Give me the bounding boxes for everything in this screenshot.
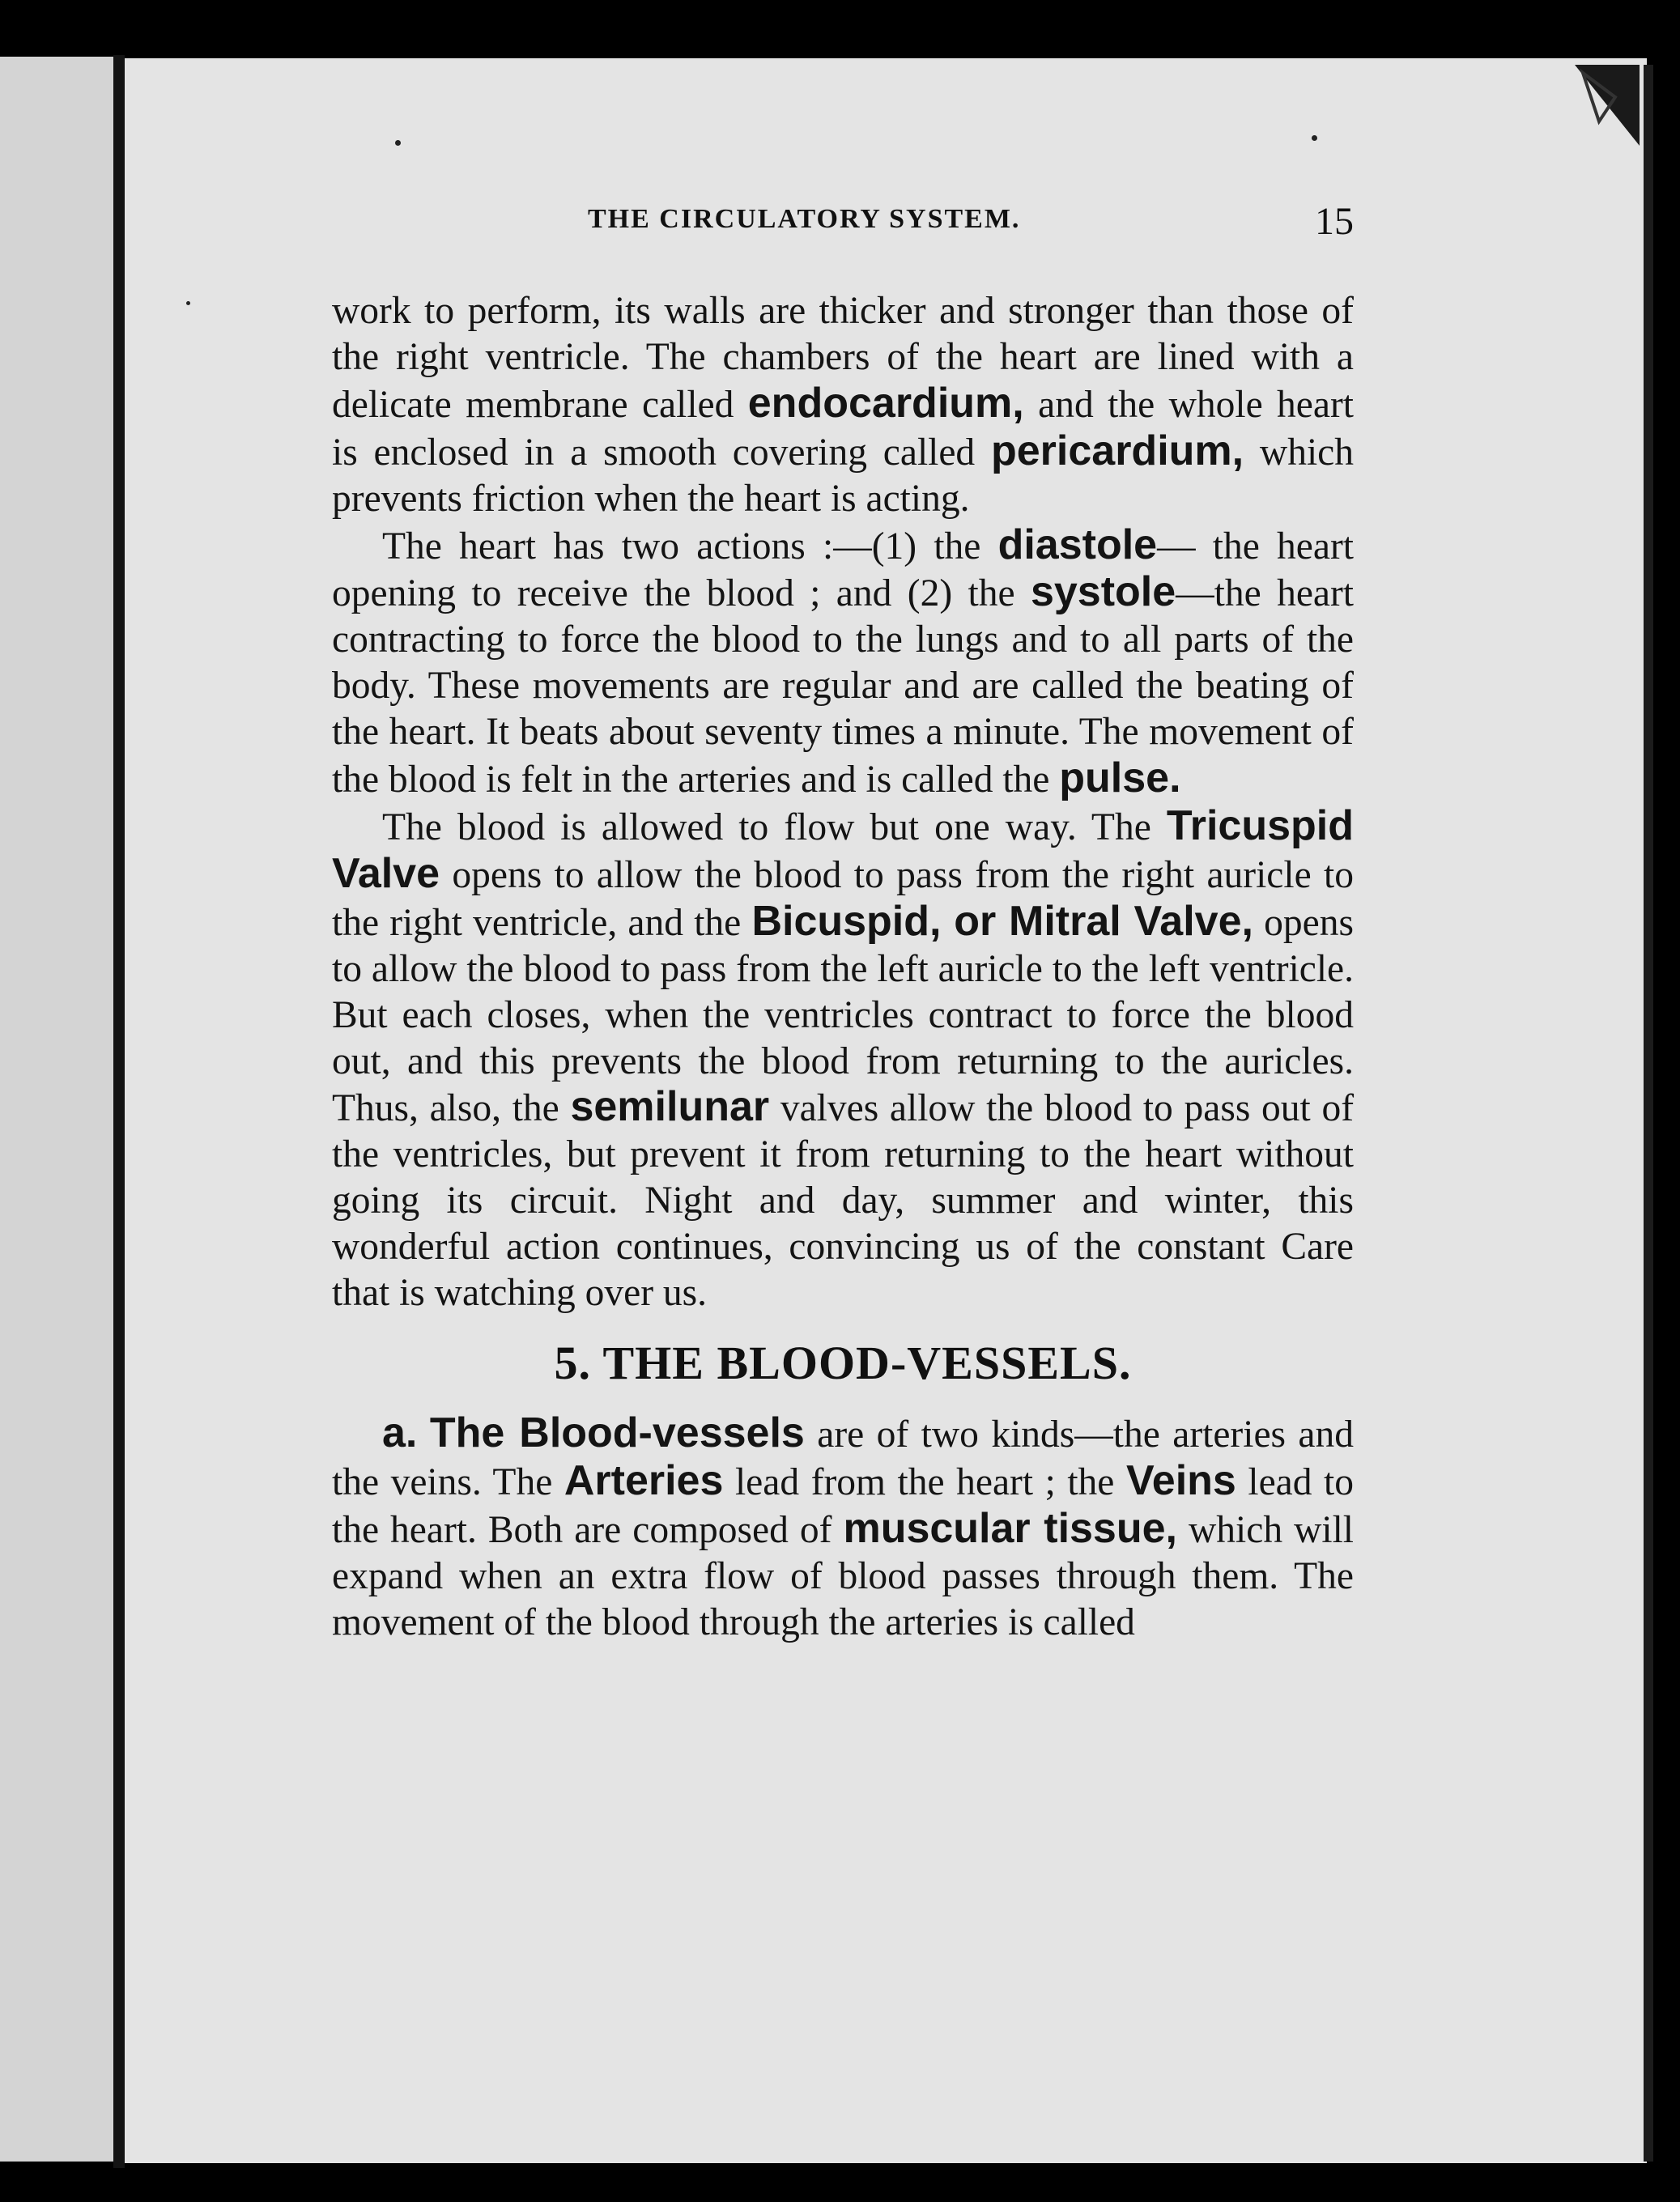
page-speck	[186, 301, 190, 305]
paragraph-valves	[332, 803, 1354, 1316]
paragraph-heart-walls	[332, 288, 1354, 522]
page-number: 15	[1315, 200, 1354, 243]
paragraph-text: The heart has two actions :—(1) the	[382, 525, 998, 568]
section-heading: 5. THE BLOOD-VESSELS.	[554, 1336, 1132, 1389]
page-corner-curl	[1567, 65, 1640, 146]
paragraph-text: opens to allow the blood to pass from the left auricle to the left ventricle. But each closes, when the ventricles contract to force the blood out, and this prevents the blood from returning to the auricles. Thus, also, the	[332, 901, 1354, 1130]
term-pulse: pulse.	[1059, 755, 1181, 802]
paragraph-text: opens to allow the blood to pass from the right auricle to the right ventricle, and the	[332, 853, 1354, 944]
paragraph-heart-actions	[332, 522, 1354, 803]
paragraph-text: work to perform, its walls are thicker and stronger than those of the right ventricle. The chambers of the heart are lined with a delicate membrane called	[332, 290, 1354, 426]
term-endocardium: endocardium,	[747, 379, 1024, 427]
term-arteries: Arteries	[564, 1456, 724, 1504]
paragraph-text: which prevents friction when the heart is acting.	[332, 431, 1354, 520]
paragraph-text: The blood is allowed to flow but one way. The	[382, 806, 1167, 848]
paragraph-text: and the whole heart is enclosed in a smooth covering called	[332, 383, 1354, 474]
paragraph-blood-vessels	[332, 1410, 1354, 1646]
term-tricuspid-valve: Tricuspid Valve	[332, 801, 1354, 897]
term-veins: Veins	[1125, 1456, 1236, 1504]
term-mitral-valve: Bicuspid, or Mitral Valve,	[751, 897, 1253, 945]
paragraph-text: are of two kinds—the arteries and the veins. The	[332, 1413, 1355, 1503]
term-pericardium: pericardium,	[990, 427, 1244, 474]
paragraph-text: lead from the heart ; the	[723, 1460, 1126, 1503]
term-muscular-tissue: muscular tissue,	[843, 1504, 1177, 1552]
page-body	[332, 288, 1354, 1645]
page-speck	[395, 140, 401, 146]
paragraph-text: —the heart contracting to force the blood to the lungs and to all parts of the body. These movements are regular and are called the beating of the heart. It beats about seventy times a minute. The movement of the blood is felt in the arteries and is called the	[332, 572, 1354, 801]
page-right-edge	[1644, 65, 1653, 2162]
page-gutter	[113, 55, 125, 2168]
term-semilunar: semilunar	[570, 1083, 770, 1131]
subsection-label: a.	[382, 1409, 418, 1456]
paragraph-text: which will expand when an extra flow of blood passes through them. The movement of the blood through the arteries is called	[332, 1508, 1354, 1643]
term-blood-vessels: The Blood-vessels	[429, 1409, 805, 1456]
page-header	[588, 200, 1354, 244]
term-systole: systole	[1030, 568, 1176, 616]
page-speck	[1312, 135, 1317, 141]
paragraph-text: — the heart opening to receive the blood ; and (2) the	[332, 525, 1354, 615]
paragraph-text: valves allow the blood to pass out of the ventricles, but prevent it from returning to the heart without going its circuit. Night and day, summer and winter, this wonderful action continues, convincing us of the constant Care that is watching over us.	[332, 1087, 1355, 1315]
paragraph-text: lead to the heart. Both are composed of	[332, 1460, 1355, 1551]
term-diastole: diastole	[997, 521, 1158, 568]
facing-page-edge	[0, 57, 113, 2162]
running-head: THE CIRCULATORY SYSTEM.	[588, 204, 1021, 234]
